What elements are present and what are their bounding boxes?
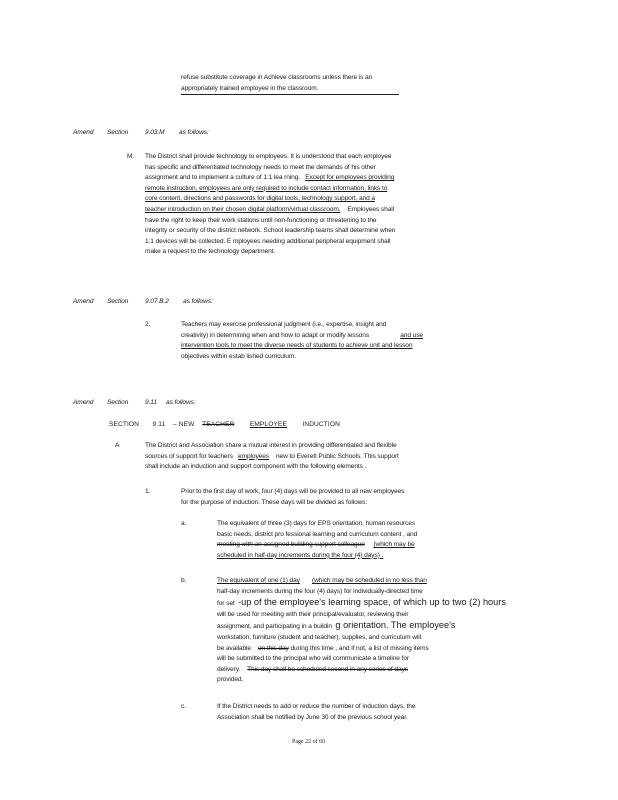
inserted-line: core content, directions and passwords for digital tools, technology support, and a bbox=[145, 195, 375, 203]
text-span: assignment, and participating in a buildin bbox=[217, 623, 332, 631]
section-label: Section bbox=[107, 298, 129, 305]
text-line bbox=[217, 540, 417, 551]
inserted-line: scheduled in half-day increments during the four (4) days) . bbox=[217, 551, 384, 559]
amend-label: Amend bbox=[73, 129, 94, 136]
text-line: objectives within estab lished curriculum. bbox=[181, 352, 296, 360]
heading-dash: – NEW bbox=[173, 421, 195, 428]
item-letter: a. bbox=[181, 520, 187, 527]
underline-rule bbox=[181, 94, 399, 95]
text-line: shall include an induction and support component with the following elements . bbox=[145, 463, 367, 471]
text-line: Teachers may exercise professional judgment (i.e., expertise, insight and bbox=[181, 321, 387, 328]
inserted-text: EMPLOYEE bbox=[249, 421, 287, 428]
text-line bbox=[145, 205, 395, 216]
inserted-text: employees bbox=[238, 452, 269, 460]
section-body bbox=[181, 320, 423, 362]
heading-rest: INDUCTION bbox=[302, 421, 340, 428]
text-span: Employees shall bbox=[347, 205, 394, 213]
as-follows: as follows: bbox=[179, 129, 209, 136]
item-letter: b. bbox=[181, 577, 187, 584]
text-line: Prior to the first day of work, four (4) days will be provided to all new employees bbox=[181, 488, 405, 495]
text-line bbox=[217, 620, 506, 633]
struck-text: TEACHER bbox=[202, 421, 235, 428]
text-span: assignment and to implement a culture of 1:1 lea rning. bbox=[145, 174, 301, 182]
heading-num: 9.11 bbox=[152, 421, 166, 428]
text-line bbox=[181, 331, 423, 342]
inserted-line: remote instruction, employees are only required to include contact information, links to bbox=[145, 184, 388, 192]
text-span: creativity) in determining when and how to adapt or modify lessons bbox=[181, 331, 370, 339]
section-ref: 9.11 bbox=[145, 399, 157, 406]
text-span: sources of support for teachers bbox=[145, 452, 233, 460]
text-span: new to Everett Public Schools. This support bbox=[275, 452, 399, 460]
item-number: 2. bbox=[145, 321, 151, 328]
text-span-large: -up of the employee's learning space, of which up to two (2) hours bbox=[238, 597, 506, 608]
inserted-line: intervention tools to meet the diverse needs of students to achieve unit and lesson bbox=[181, 342, 413, 350]
text-line: has specific and differentiated technology needs to meet the demands of his other bbox=[145, 163, 376, 171]
text-line bbox=[217, 597, 506, 610]
text-span: delivery. bbox=[217, 665, 241, 673]
text-span: for set bbox=[217, 600, 235, 608]
heading-section: SECTION bbox=[109, 421, 140, 428]
continuation-text bbox=[181, 73, 372, 94]
section-body bbox=[181, 487, 404, 508]
section-label: Section bbox=[107, 129, 129, 136]
text-line bbox=[145, 173, 395, 184]
inserted-text: The equivalent of one (1) day bbox=[217, 577, 300, 584]
section-label: Section bbox=[107, 399, 129, 406]
text-line: provided. bbox=[217, 676, 244, 684]
heading-line bbox=[109, 420, 340, 431]
text-line: Association shall be notified by June 30 of the previous school year. bbox=[217, 713, 408, 721]
inserted-text: (which may be scheduled in no less than bbox=[312, 577, 427, 584]
item-letter: c. bbox=[181, 703, 186, 710]
text-line: have the right to keep their work stations until non-functioning or threatening to the bbox=[145, 216, 377, 224]
amend-label: Amend bbox=[73, 399, 94, 406]
inserted-text: Except for employees providing bbox=[305, 174, 395, 182]
section-body bbox=[145, 441, 399, 473]
item-letter: A bbox=[115, 442, 120, 449]
struck-text: meeting with an assigned building support colleague bbox=[217, 541, 365, 549]
text-line: If the District needs to add or reduce the number of induction days, the bbox=[217, 703, 416, 710]
text-line: The District shall provide technology to employees. It is understood that each employee bbox=[145, 153, 392, 160]
text-line bbox=[217, 665, 506, 676]
text-line bbox=[145, 452, 399, 463]
text-line: 1:1 devices will be collected. E mployees needing additional peripheral equipment shall bbox=[145, 237, 391, 245]
item-number: 1. bbox=[145, 488, 151, 495]
section-ref: 9.03.M bbox=[145, 129, 165, 136]
text-line: refuse substitute coverage in Achieve classrooms unless there is an bbox=[181, 74, 373, 81]
item-letter: M. bbox=[127, 153, 135, 160]
section-body bbox=[217, 702, 415, 723]
text-span-large: g orientation. The employee's bbox=[335, 620, 456, 631]
section-ref: 9.07.B.2 bbox=[145, 298, 169, 305]
section-body bbox=[145, 152, 395, 258]
amend-label: Amend bbox=[73, 298, 94, 305]
section-body bbox=[217, 519, 417, 561]
text-line: will be submitted to the principal who will communicate a timeline for bbox=[217, 655, 409, 663]
text-line: basic needs, district pro fessional learning and curriculum content , and bbox=[217, 530, 418, 538]
text-line: integrity or security of the district network. School leadership teams shall determine when bbox=[145, 227, 396, 235]
inserted-text: teacher introduction on their chosen digital platform/virtual classroom. bbox=[145, 205, 341, 213]
as-follows: as follows: bbox=[166, 399, 196, 406]
text-line: appropriately trained employee in the classroom. bbox=[181, 84, 319, 92]
struck-text: This day shall be scheduled second in any series of days bbox=[247, 665, 408, 673]
text-line: for the purpose of induction. These days will be divided as follows: bbox=[181, 498, 368, 506]
inserted-text: (which may be bbox=[373, 541, 415, 549]
as-follows: as follows: bbox=[183, 298, 213, 305]
text-span: be available bbox=[217, 644, 251, 652]
struck-text: on this day bbox=[257, 644, 289, 652]
text-line: make a request to the technology department. bbox=[145, 248, 276, 256]
text-span: during this time , and if not, a list of missing items bbox=[290, 644, 429, 652]
section-body bbox=[217, 576, 506, 686]
section-heading bbox=[109, 420, 340, 431]
text-line: will be used for meeting with their principal/evaluator, reviewing their bbox=[217, 610, 409, 618]
text-line: The equivalent of three (3) days for EPS orientation, human resources bbox=[217, 520, 415, 527]
text-line: The District and Association share a mutual interest in providing differentiated and flexible bbox=[145, 442, 397, 449]
text-line: half-day increments during the four (4) days) for individually-directed time bbox=[217, 587, 423, 595]
text-line bbox=[217, 576, 506, 587]
inserted-text: and use bbox=[400, 331, 423, 339]
text-line: workstation, furniture (student and teacher), supplies, and curriculum will bbox=[217, 633, 421, 641]
text-line bbox=[217, 644, 506, 655]
page-number: Page 22 of 60 bbox=[292, 739, 326, 745]
